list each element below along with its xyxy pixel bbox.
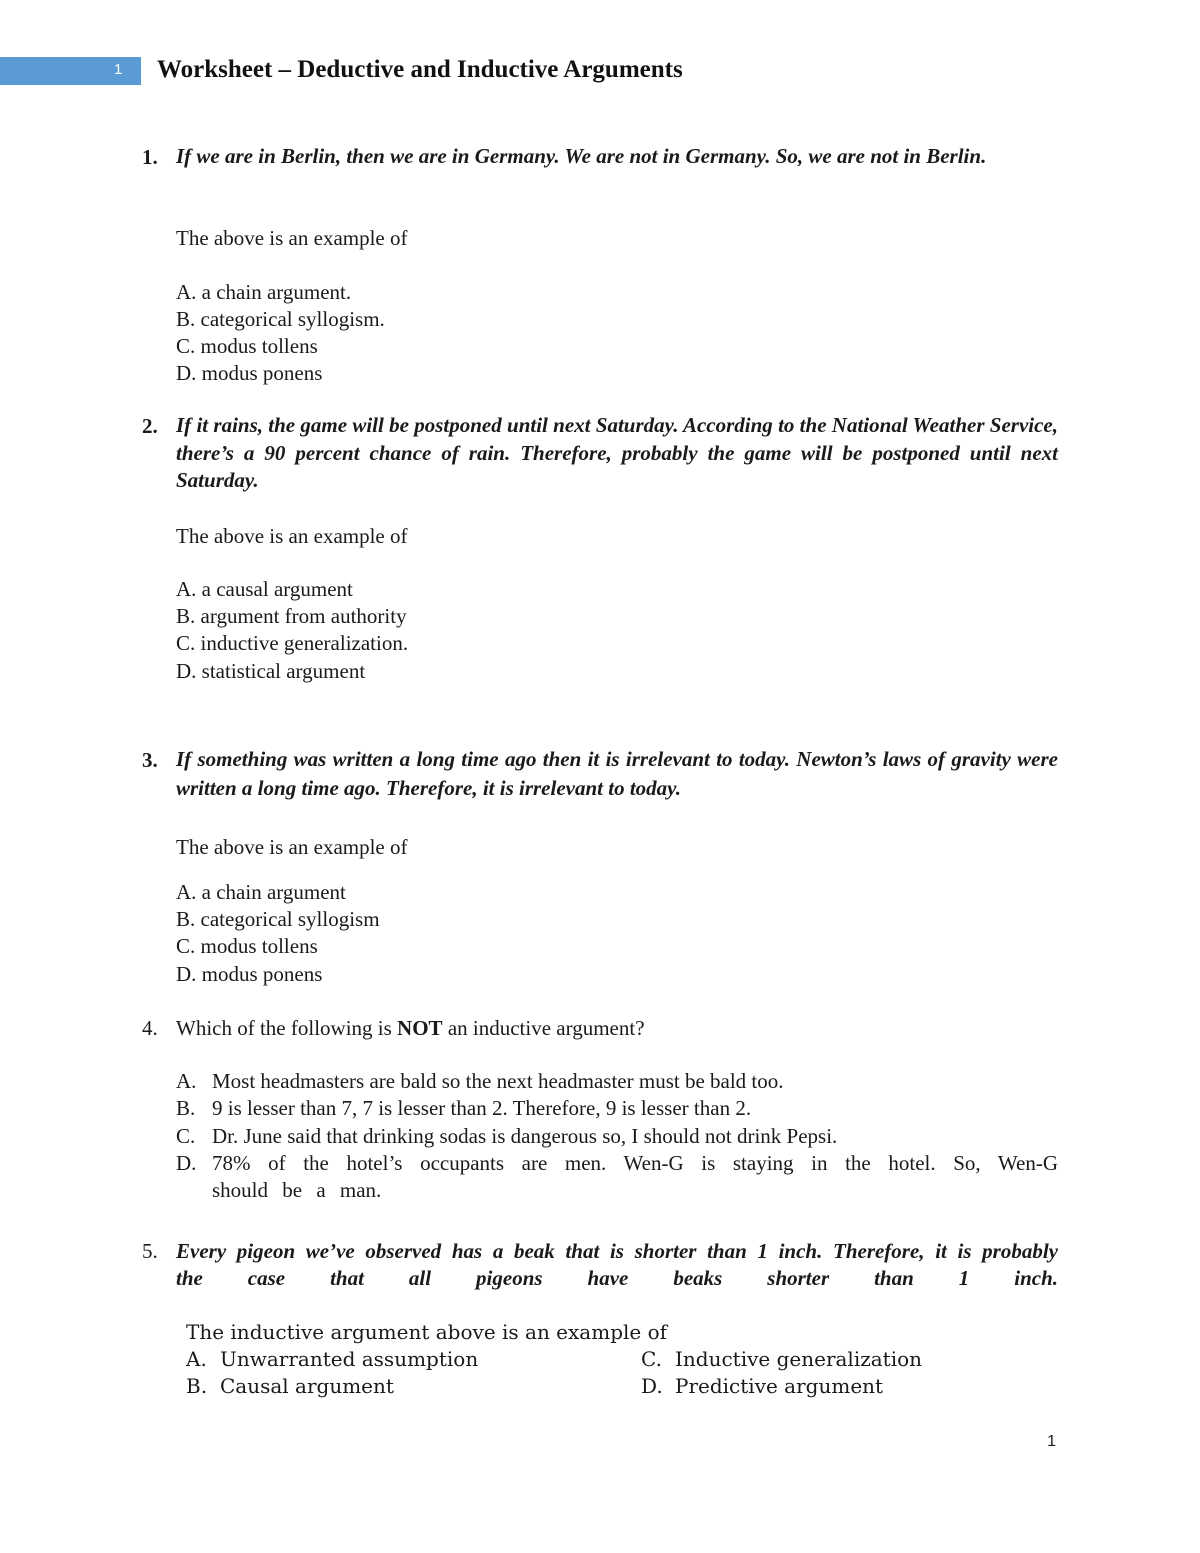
- question-stem: Every pigeon we’ve observed has a beak that is shorter than 1 inch. Therefore, it is probably the case that all pigeons have beaks shorter than 1 inch.: [176, 1239, 1058, 1290]
- option-letter: C.: [641, 1347, 662, 1371]
- stem-text: Which of the following is: [176, 1016, 398, 1040]
- option-a: [186, 1347, 478, 1371]
- option-a: A. a causal argument: [176, 577, 353, 601]
- option-b: [186, 1374, 394, 1398]
- option-text: Unwarranted assumption: [220, 1347, 479, 1371]
- option-d: [176, 1150, 1058, 1204]
- option-b: B. categorical syllogism: [176, 907, 380, 931]
- option-text: Inductive generalization: [675, 1347, 923, 1371]
- question-stem: If we are in Berlin, then we are in Germany. We are not in Germany. So, we are not in Berlin.: [176, 144, 987, 168]
- option-c: C. modus tollens: [176, 334, 318, 358]
- question-number: 5.: [142, 1239, 158, 1263]
- stem-text: an inductive argument?: [442, 1016, 645, 1040]
- footer-page-number: 1: [1047, 1433, 1056, 1450]
- option-text: 9 is lesser than 7, 7 is lesser than 2. Therefore, 9 is lesser than 2.: [212, 1096, 752, 1120]
- option-a: [176, 1069, 784, 1094]
- question-number: 3.: [142, 748, 158, 772]
- option-d: D. modus ponens: [176, 361, 323, 385]
- option-letter: B.: [176, 1096, 196, 1120]
- option-c: C. inductive generalization.: [176, 631, 409, 655]
- option-letter: C.: [176, 1124, 196, 1148]
- option-letter: B.: [186, 1374, 208, 1398]
- option-d: D. modus ponens: [176, 962, 323, 986]
- option-c: C. modus tollens: [176, 934, 318, 958]
- question-stem: If it rains, the game will be postponed until next Saturday. According to the National Weather Service, there’s a 90 percent chance of rain. Therefore, probably the game will be postponed until next Saturday.: [176, 413, 1058, 492]
- question-stem: [176, 1016, 645, 1041]
- question-number: 1.: [142, 145, 158, 169]
- question-number: 4.: [142, 1016, 158, 1040]
- question-prompt: The above is an example of: [176, 835, 408, 859]
- page-title: Worksheet – Deductive and Inductive Arguments: [157, 56, 683, 83]
- option-text: Predictive argument: [675, 1374, 884, 1398]
- option-a: A. a chain argument.: [176, 280, 352, 304]
- option-letter: A.: [186, 1347, 207, 1371]
- option-letter: D.: [641, 1374, 663, 1398]
- option-text: Dr. June said that drinking sodas is dangerous so, I should not drink Pepsi.: [212, 1124, 838, 1148]
- option-text: Causal argument: [220, 1374, 394, 1398]
- question-number: 2.: [142, 414, 158, 438]
- stem-emphasis: NOT: [397, 1016, 443, 1040]
- question-stem: If something was written a long time ago then it is irrelevant to today. Newton’s laws of gravity were written a long time ago. Therefore, it is irrelevant to today.: [176, 747, 1058, 800]
- option-letter: D.: [176, 1151, 197, 1175]
- option-text: Most headmasters are bald so the next headmaster must be bald too.: [212, 1069, 784, 1093]
- option-a: A. a chain argument: [176, 880, 346, 904]
- header-page-badge: 1: [114, 61, 123, 78]
- option-c: [176, 1124, 837, 1149]
- question-prompt: The above is an example of: [176, 226, 408, 250]
- option-c: [641, 1347, 922, 1371]
- question-prompt: The inductive argument above is an example of: [186, 1320, 668, 1344]
- question-prompt: The above is an example of: [176, 524, 408, 548]
- option-b: [176, 1096, 751, 1121]
- option-d: D. statistical argument: [176, 659, 366, 683]
- option-letter: A.: [176, 1069, 197, 1093]
- option-d: [641, 1374, 883, 1398]
- option-b: B. argument from authority: [176, 604, 407, 628]
- option-text: 78% of the hotel’s occupants are men. Wen-G is staying in the hotel. So, Wen-G should be a man.: [212, 1151, 1058, 1202]
- option-b: B. categorical syllogism.: [176, 307, 385, 331]
